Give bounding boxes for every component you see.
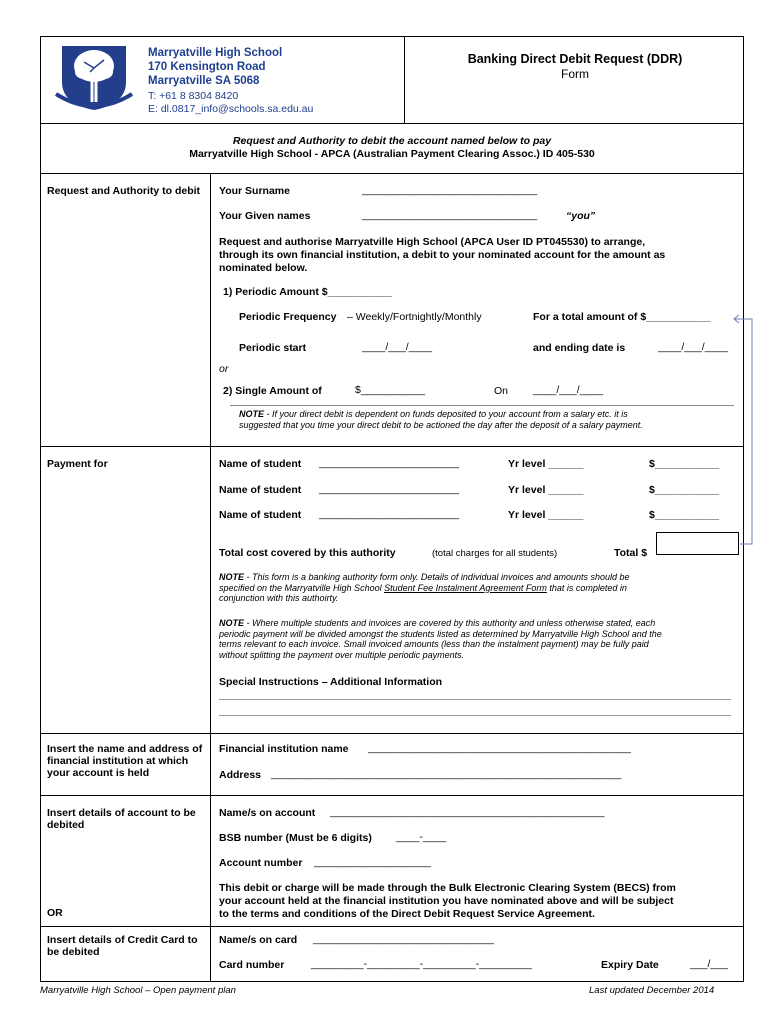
periodic-start-label: Periodic start: [239, 342, 307, 354]
special-instructions-label: Special Instructions – Additional Information: [219, 676, 443, 688]
or-label: or: [219, 363, 229, 375]
account-number-field[interactable]: ____________________: [314, 856, 431, 868]
request-section-label: Request and Authority to debit: [47, 185, 201, 197]
salary-note: NOTE - If your direct debit is dependent on funds deposited to your account from a salary etc. it is suggested that you time your direct debit to be actioned the day after the deposit of a salary payment.: [239, 409, 643, 430]
instalment-agreement-link[interactable]: Student Fee Instalment Agreement Form: [384, 582, 547, 593]
becs-text-2: your account held at the financial institution you have nominated above and will be subject: [219, 895, 674, 907]
form-subtitle: Form: [561, 67, 589, 81]
card-names-label: Name/s on card: [219, 934, 298, 946]
institution-bottom-rule: [40, 795, 744, 796]
institution-name-field[interactable]: _____________________________________________: [368, 742, 631, 754]
institution-address-label: Address: [219, 769, 262, 781]
account-number-label: Account number: [219, 857, 303, 869]
special-instructions-line-1[interactable]: [219, 699, 731, 700]
card-number-label: Card number: [219, 959, 285, 971]
invoice-note: NOTE - This form is a banking authority form only. Details of individual invoices and amounts should be specified on the Marryatville High School Student Fee Instalment Agreement Form that is completed in conjunction with this authoirty.: [219, 572, 630, 603]
student-2-yr-field[interactable]: Yr level ______: [508, 484, 584, 496]
total-link-arrow-icon: [730, 306, 760, 552]
becs-text-1: This debit or charge will be made through the Bulk Electronic Clearing System (BECS) from: [219, 882, 676, 894]
payment-bottom-rule: [40, 733, 744, 734]
periodic-frequency-label: Periodic Frequency: [239, 311, 337, 323]
authorise-para-2: through its own financial institution, a debit to your nominated account for the amount as: [219, 249, 666, 261]
becs-text-3: to the terms and conditions of the Direct Debit Request Service Agreement.: [219, 908, 595, 920]
card-section-label: Insert details of Credit Card to be debited: [47, 934, 198, 958]
total-dollar-label: Total $: [614, 547, 648, 559]
periodic-start-field[interactable]: ____/___/____: [362, 341, 433, 353]
periodic-frequency-options[interactable]: – Weekly/Fortnightly/Monthly: [347, 311, 482, 323]
surname-field[interactable]: ______________________________: [362, 184, 538, 196]
school-suburb: Marryatville SA 5068: [148, 75, 260, 87]
total-cost-hint: (total charges for all students): [432, 548, 558, 559]
payment-section-label: Payment for: [47, 458, 108, 470]
institution-address-field[interactable]: ____________________________________________________________: [271, 768, 622, 780]
school-name: Marryatville High School: [148, 47, 283, 59]
footer-left: Marryatville High School – Open payment plan: [40, 985, 236, 996]
student-3-name-field[interactable]: ________________________: [319, 508, 460, 520]
single-date-field[interactable]: ____/___/____: [533, 384, 604, 396]
bsb-label: BSB number (Must be 6 digits): [219, 832, 372, 844]
school-phone: T: +61 8 8304 8420: [148, 90, 239, 102]
on-label: On: [494, 385, 509, 397]
school-crest-tree-icon: [54, 42, 134, 112]
authorise-para-3: nominated below.: [219, 262, 308, 274]
total-amount-field[interactable]: For a total amount of $___________: [533, 311, 711, 323]
given-names-field[interactable]: ______________________________: [362, 209, 538, 221]
ending-date-field[interactable]: ____/___/____: [658, 341, 729, 353]
account-bottom-rule: [40, 926, 744, 927]
account-section-label: Insert details of account to be debited: [47, 807, 196, 831]
account-names-label: Name/s on account: [219, 807, 316, 819]
institution-name-label: Financial institution name: [219, 743, 349, 755]
label-column-divider: [210, 173, 211, 982]
header-divider: [404, 36, 405, 123]
institution-section-label: Insert the name and address of financial institution at which your account is held: [47, 743, 203, 779]
student-3-amount-field[interactable]: $___________: [649, 509, 720, 521]
or-divider-label: OR: [47, 907, 63, 919]
request-bottom-rule: [40, 446, 744, 447]
school-street: 170 Kensington Road: [148, 61, 266, 73]
note-top-rule: [230, 405, 734, 406]
given-names-label: Your Given names: [219, 210, 311, 222]
you-label: “you”: [566, 210, 596, 222]
student-3-yr-field[interactable]: Yr level ______: [508, 509, 584, 521]
expiry-date-field[interactable]: ___/___: [690, 958, 728, 970]
periodic-amount-field[interactable]: 1) Periodic Amount $___________: [223, 286, 392, 298]
surname-label: Your Surname: [219, 185, 290, 197]
header-bottom-rule: [40, 123, 744, 124]
footer-right: Last updated December 2014: [589, 985, 715, 996]
card-names-field[interactable]: _______________________________: [313, 933, 495, 945]
student-1-amount-field[interactable]: $___________: [649, 458, 720, 470]
school-email[interactable]: E: dl.0817_info@schools.sa.edu.au: [148, 103, 314, 115]
multiple-students-note: NOTE - Where multiple students and invoices are covered by this authority and unless otherwise stated, each periodic payment will be divided amongst the students listed as determined by Marryatville High School and the terms relevant to each invoice. Small invoiced amounts (less than the instalment payment) may be fully paid without splitting the payment over multiple periodic payments.: [219, 618, 662, 660]
special-instructions-line-2[interactable]: [219, 715, 731, 716]
expiry-date-label: Expiry Date: [601, 959, 659, 971]
form-title: Banking Direct Debit Request (DDR): [467, 52, 683, 66]
total-input-box[interactable]: [656, 532, 739, 555]
student-1-name-field[interactable]: ________________________: [319, 457, 460, 469]
authorise-para-1: Request and authorise Marryatville High School (APCA User ID PT045530) to arrange,: [219, 236, 646, 248]
ending-date-label: and ending date is: [533, 342, 626, 354]
authority-line-1: Request and Authority to debit the account named below to pay: [232, 135, 552, 147]
total-cost-label: Total cost covered by this authority: [219, 547, 396, 559]
bsb-field[interactable]: ____-____: [396, 831, 447, 843]
student-2-name-label: Name of student: [219, 484, 302, 496]
student-2-name-field[interactable]: ________________________: [319, 483, 460, 495]
student-2-amount-field[interactable]: $___________: [649, 484, 720, 496]
account-names-field[interactable]: _______________________________________________: [330, 806, 605, 818]
student-1-yr-field[interactable]: Yr level ______: [508, 458, 584, 470]
single-amount-label: 2) Single Amount of: [223, 385, 322, 397]
authority-line-2: Marryatville High School - APCA (Australian Payment Clearing Assoc.) ID 405-530: [189, 148, 595, 160]
student-1-name-label: Name of student: [219, 458, 302, 470]
card-number-field[interactable]: _________-_________-_________-_________: [311, 958, 532, 970]
single-amount-field[interactable]: $___________: [355, 384, 426, 396]
student-3-name-label: Name of student: [219, 509, 302, 521]
authority-bottom-rule: [40, 173, 744, 174]
